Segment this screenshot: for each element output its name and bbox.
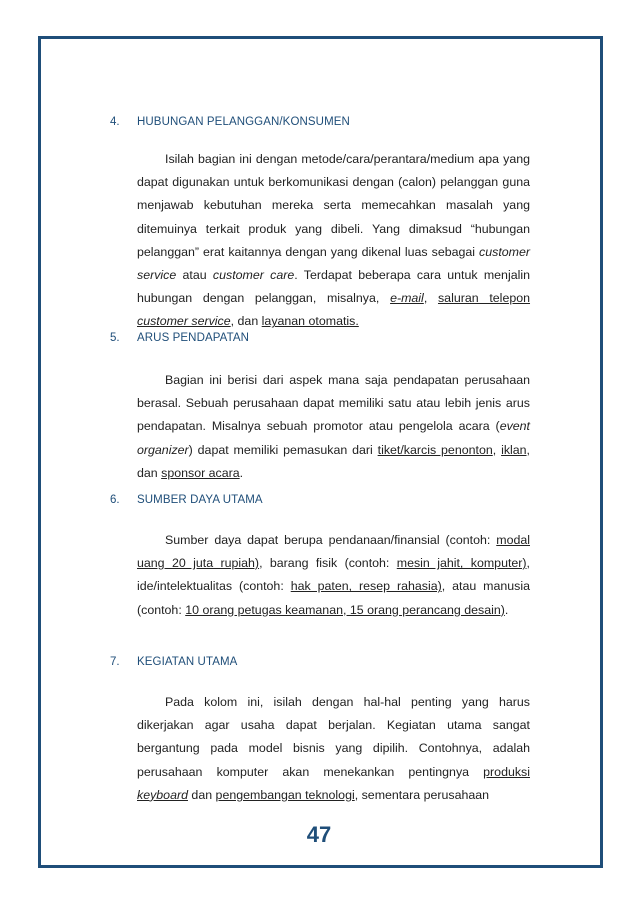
- text-run: , sementara perusahaan: [354, 787, 490, 802]
- text-run: produksi: [483, 764, 530, 779]
- section-number: 6.: [110, 494, 120, 506]
- text-run: saluran telepon: [437, 291, 531, 306]
- underlined-example-hak-paten: hak paten, resep rahasia): [290, 579, 442, 594]
- text-run: dan: [187, 787, 216, 802]
- section-paragraph: [137, 529, 530, 622]
- emphasis-text: keyboard: [137, 787, 188, 802]
- text-run: atau: [176, 268, 213, 283]
- underlined-example-pengembangan: pengembangan teknologi: [215, 787, 355, 802]
- text-run: Bagian ini berisi dari aspek mana saja pendapatan perusahaan berasal. Sebuah perusahaan dapat memiliki satu atau lebih jenis arus pendapatan. Misalnya sebuah promotor atau pengelola acara (: [137, 373, 530, 434]
- section-title: ARUS PENDAPATAN: [137, 332, 250, 344]
- underlined-example-tiket: tiket/karcis penonton: [377, 442, 493, 457]
- section-heading: [110, 654, 530, 670]
- text-run: Sumber daya dapat berupa pendanaan/finansial (contoh:: [165, 533, 497, 547]
- underlined-example-modal: modal uang 20 juta rupiah): [137, 533, 530, 571]
- underlined-example-barang: mesin jahit, komputer): [396, 556, 527, 571]
- emphasis-text: customer service: [137, 244, 530, 283]
- underlined-example-manusia: 10 orang petugas keamanan, 15 orang perancang desain): [185, 602, 505, 617]
- text-run: , atau manusia (contoh:: [137, 579, 531, 617]
- section-paragraph: [137, 369, 530, 485]
- section-heading: [110, 492, 530, 508]
- emphasis-text: event organizer: [137, 419, 530, 457]
- text-run: Isilah bagian ini dengan metode/cara/perantara/medium apa yang dapat digunakan untuk berkomunikasi dengan (calon) pelanggan guna menjawab kebutuhan mereka serta memecahkan masalah yang ditemuinya terkait produk yang dibeli. Yang dimaksud “hubungan pelanggan” erat kaitannya dengan yang dikenal luas sebagai: [137, 152, 530, 259]
- text-run: , ide/intelektualitas (contoh:: [137, 556, 530, 594]
- text-run: . Terdapat beberapa cara untuk menjalin hubungan dengan pelanggan, misalnya,: [137, 268, 530, 306]
- section-number: 4.: [110, 116, 120, 128]
- text-run: Pada kolom ini, isilah dengan hal-hal penting yang harus dikerjakan agar usaha dapat berjalan. Kegiatan utama sangat bergantung pada model bisnis yang dipilih. Contohnya, adalah perusahaan komputer akan menekankan pentingnya: [137, 695, 530, 779]
- section-paragraph: [137, 148, 530, 334]
- section-heading: [110, 114, 530, 130]
- underlined-example-layanan: layanan otomatis.: [261, 314, 359, 329]
- section-title: KEGIATAN UTAMA: [137, 656, 238, 668]
- text-run: , dan: [137, 442, 530, 480]
- section-number: 7.: [110, 656, 120, 668]
- text-run: ,: [492, 442, 502, 457]
- section-sumber-daya: [110, 492, 531, 617]
- section-kegiatan-utama: [110, 654, 530, 802]
- underlined-example-email: e-mail: [390, 291, 424, 306]
- section-paragraph: [137, 691, 530, 807]
- section-arus-pendapatan: [110, 330, 530, 480]
- text-run: ) dapat memiliki pemasukan dari: [188, 442, 378, 457]
- section-heading: [110, 330, 530, 346]
- text-run: .: [239, 465, 244, 480]
- emphasis-text: customer service: [137, 314, 231, 329]
- section-hubungan-pelanggan: [110, 114, 531, 329]
- text-run: .: [504, 602, 509, 617]
- text-run: , dan: [230, 314, 262, 329]
- section-title: SUMBER DAYA UTAMA: [137, 494, 263, 506]
- text-run: ,: [423, 291, 438, 306]
- underlined-example-sponsor: sponsor acara: [161, 465, 240, 480]
- section-number: 5.: [110, 332, 120, 344]
- page-number: 47: [306, 822, 332, 847]
- emphasis-text: customer care: [212, 268, 295, 283]
- underlined-example-iklan: iklan: [501, 442, 527, 457]
- section-title: HUBUNGAN PELANGGAN/KONSUMEN: [137, 116, 350, 128]
- text-run: , barang fisik (contoh:: [259, 556, 397, 571]
